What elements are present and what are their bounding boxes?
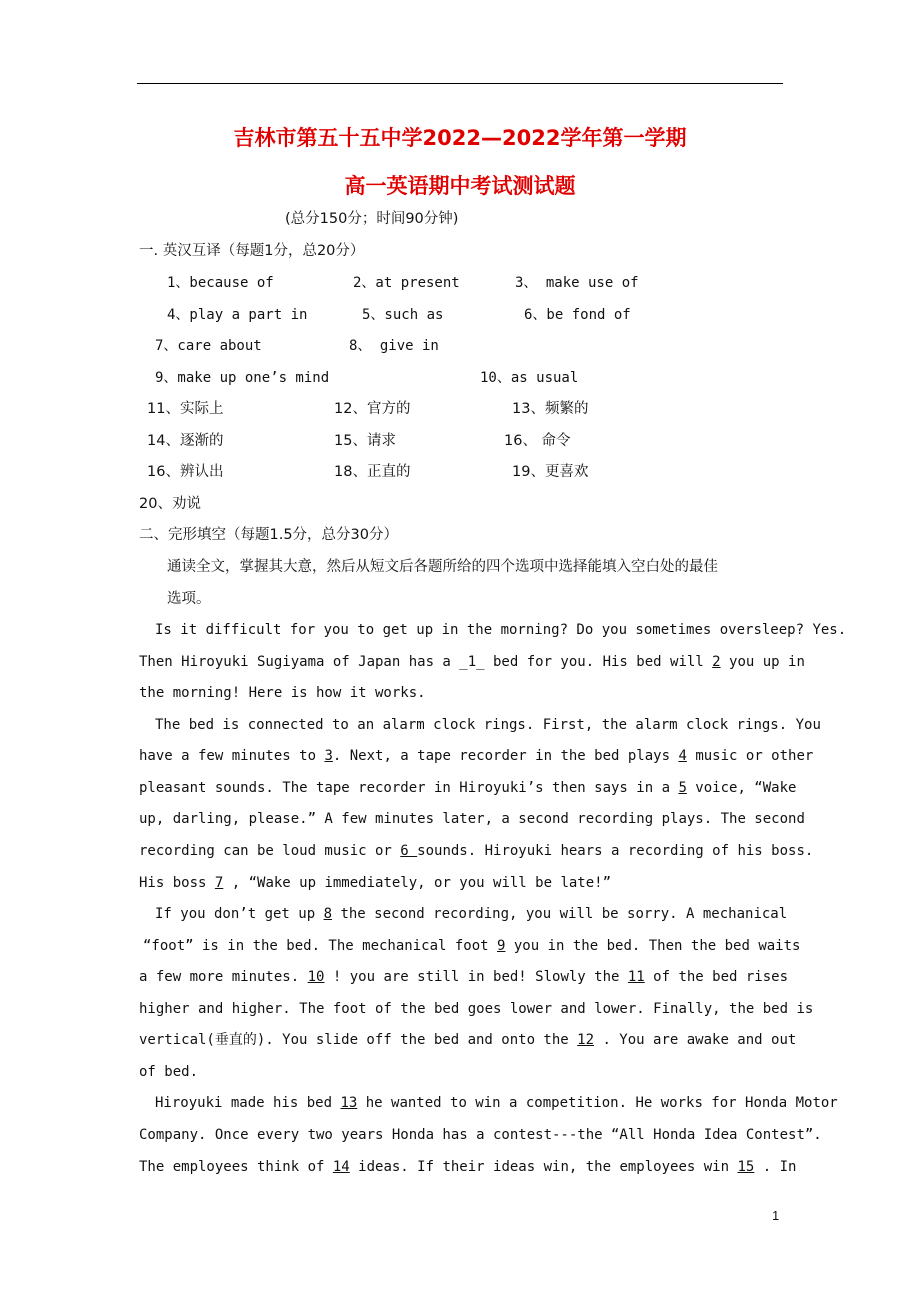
passage-line: If you don’t get up 8 the second recording, you will be sorry. A mechanical: [155, 906, 788, 922]
passage-line: Hiroyuki made his bed 13 he wanted to win a competition. He works for Honda Motor: [155, 1095, 838, 1111]
blank-number: 10: [307, 969, 325, 985]
blank-number: 6: [400, 843, 418, 859]
section2-instruction: 通读全文，掌握其大意，然后从短文后各题所给的四个选项中选择能填入空白处的最佳: [167, 559, 718, 575]
vocab-item: 10、as usual: [480, 370, 579, 386]
passage-line: The employees think of 14 ideas. If their ideas win, the employees win 15 . In: [139, 1159, 797, 1175]
blank-number: 4: [678, 748, 687, 764]
passage-line: Is it difficult for you to get up in the morning? Do you sometimes oversleep? Yes.: [155, 622, 847, 638]
blank-number: 2: [712, 654, 721, 670]
vocab-item: 16、辨认出: [147, 464, 224, 480]
blank-number: 9: [497, 938, 506, 954]
blank-number: 8: [323, 906, 333, 922]
vocab-item: 2、at present: [353, 275, 460, 291]
vocab-item: 1、because of: [167, 275, 274, 291]
vocab-item: 7、care about: [155, 338, 262, 354]
blank-number: 3: [324, 748, 333, 764]
passage-line: The bed is connected to an alarm clock rings. First, the alarm clock rings. You: [155, 717, 821, 733]
passage-line: Company. Once every two years Honda has a contest---the “All Honda Idea Contest”.: [139, 1127, 822, 1143]
blank-number: 13: [340, 1095, 358, 1111]
section2-instruction: 选项。: [167, 591, 211, 607]
passage-line: have a few minutes to 3. Next, a tape recorder in the bed plays 4 music or other: [139, 748, 814, 764]
vocab-item: 4、play a part in: [167, 307, 308, 323]
passage-line: His boss 7 , “Wake up immediately, or you will be late!”: [139, 875, 612, 891]
vocab-item: 20、劝说: [139, 496, 201, 512]
exam-subtitle: (总分150分；时间90分钟): [285, 211, 459, 227]
passage-line: a few more minutes. 10 ! you are still in bed! Slowly the 11 of the bed rises: [139, 969, 789, 985]
exam-title-line2: 高一英语期中考试测试题: [344, 174, 576, 198]
blank-number: 5: [678, 780, 687, 796]
header-rule: [137, 83, 783, 84]
passage-line: “foot” is in the bed. The mechanical foot 9 you in the bed. Then the bed waits: [143, 938, 801, 954]
passage-line: vertical(垂直的). You slide off the bed and onto the 12 . You are awake and out: [139, 1032, 797, 1048]
vocab-item: 5、such as: [362, 307, 444, 323]
blank-number: 15: [737, 1159, 755, 1175]
vocab-item: 12、官方的: [334, 401, 411, 417]
passage-line: higher and higher. The foot of the bed goes lower and lower. Finally, the bed is: [139, 1001, 814, 1017]
page-number: 1: [772, 1208, 780, 1223]
exam-title-line1: 吉林市第五十五中学2022—2022学年第一学期: [233, 126, 687, 150]
blank-number: 7: [214, 875, 224, 891]
section1-heading: 一. 英汉互译（每题1分，总20分）: [139, 243, 365, 259]
vocab-item: 11、实际上: [147, 401, 224, 417]
vocab-item: 14、逐渐的: [147, 433, 224, 449]
vocab-item: 13、频繁的: [512, 401, 589, 417]
section2-heading: 二、完形填空（每题1.5分，总分30分）: [139, 527, 399, 543]
vocab-item: 15、请求: [334, 433, 396, 449]
vocab-item: 9、make up one’s mind: [155, 370, 330, 386]
vocab-item: 19、更喜欢: [512, 464, 589, 480]
blank-number: 11: [627, 969, 645, 985]
vocab-item: 18、正直的: [334, 464, 411, 480]
vocab-item: 16、 命令: [504, 433, 571, 449]
blank-number: 12: [577, 1032, 595, 1048]
vocab-item: 8、 give in: [349, 338, 439, 354]
passage-line: the morning! Here is how it works.: [139, 685, 426, 701]
vocab-item: 3、 make use of: [515, 275, 639, 291]
passage-line: pleasant sounds. The tape recorder in Hiroyuki’s then says in a 5 voice, “Wake: [139, 780, 797, 796]
passage-line: Then Hiroyuki Sugiyama of Japan has a _1_ bed for you. His bed will 2 you up in: [139, 654, 805, 670]
blank-number: 14: [332, 1159, 350, 1175]
passage-line: of bed.: [139, 1064, 199, 1080]
passage-line: recording can be loud music or 6 sounds. Hiroyuki hears a recording of his boss.: [139, 843, 814, 859]
vocab-item: 6、be fond of: [524, 307, 631, 323]
passage-line: up, darling, please.” A few minutes later, a second recording plays. The second: [139, 811, 805, 827]
